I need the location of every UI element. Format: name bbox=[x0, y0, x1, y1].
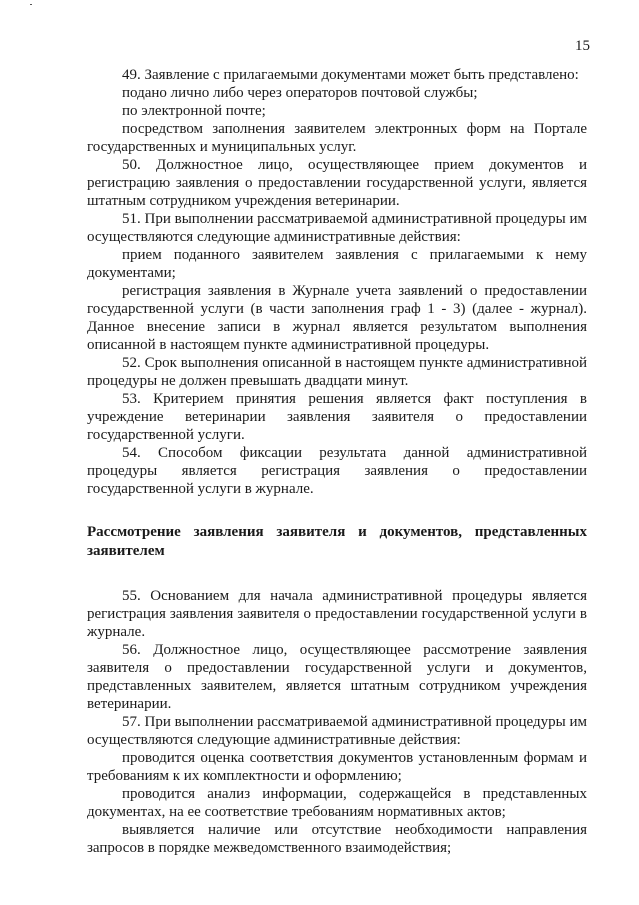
paragraph-54: 54. Способом фиксации результата данной административной процедуры является регистрация заявления о предоставлении государственной услуги в журнале. bbox=[87, 445, 587, 497]
paragraph-57-item-2: проводится анализ информации, содержащейся в представленных документах, на ее соответствие требованиям нормативных актов; bbox=[87, 786, 587, 820]
paragraph-53: 53. Критерием принятия решения является факт поступления в учреждение ветеринарии заявления заявителя о предоставлении государственной услуги. bbox=[87, 391, 587, 443]
paragraph-51-item-2: регистрация заявления в Журнале учета заявлений о предоставлении государственной услуги (в части заполнения граф 1 - 3) (далее - журнал). Данное внесение записи в журнал является результатом выполнения описанной в настоящем пункте административной процедуры. bbox=[87, 283, 587, 353]
document-body bbox=[87, 66, 587, 857]
paragraph-49: 49. Заявление с прилагаемыми документами может быть представлено: bbox=[122, 67, 579, 83]
paragraph-56: 56. Должностное лицо, осуществляющее рассмотрение заявления заявителя о предоставлении государственной услуги и документов, представленных заявителем, является штатным сотрудником учреждения ветеринарии. bbox=[87, 642, 587, 712]
paragraph-50: 50. Должностное лицо, осуществляющее прием документов и регистрацию заявления о предоставлении государственной услуги, является штатным сотрудником учреждения ветеринарии. bbox=[87, 157, 587, 209]
section-heading: Рассмотрение заявления заявителя и документов, представленных заявителем bbox=[87, 524, 587, 559]
paragraph-57-item-1: проводится оценка соответствия документов установленным формам и требованиям к их комплектности и оформлению; bbox=[87, 750, 587, 784]
scan-speck bbox=[30, 4, 32, 5]
paragraph-49-item-2: по электронной почте; bbox=[122, 103, 266, 119]
paragraph-57-item-3: выявляется наличие или отсутствие необходимости направления запросов в порядке межведомственного взаимодействия; bbox=[87, 822, 587, 856]
paragraph-55: 55. Основанием для начала административной процедуры является регистрация заявления заявителя о предоставлении государственной услуги в журнале. bbox=[87, 588, 587, 640]
paragraph-57: 57. При выполнении рассматриваемой административной процедуры им осуществляются следующие административные действия: bbox=[87, 714, 587, 748]
paragraph-49-item-1: подано лично либо через операторов почтовой службы; bbox=[122, 85, 478, 101]
paragraph-49-item-3: посредством заполнения заявителем электронных форм на Портале государственных и муниципальных услуг. bbox=[87, 121, 587, 155]
paragraph-51: 51. При выполнении рассматриваемой административной процедуры им осуществляются следующие административные действия: bbox=[87, 211, 587, 245]
paragraph-51-item-1: прием поданного заявителем заявления с прилагаемыми к нему документами; bbox=[87, 247, 587, 281]
page-number: 15 bbox=[575, 38, 590, 54]
paragraph-52: 52. Срок выполнения описанной в настоящем пункте административной процедуры не должен превышать двадцати минут. bbox=[87, 355, 587, 389]
